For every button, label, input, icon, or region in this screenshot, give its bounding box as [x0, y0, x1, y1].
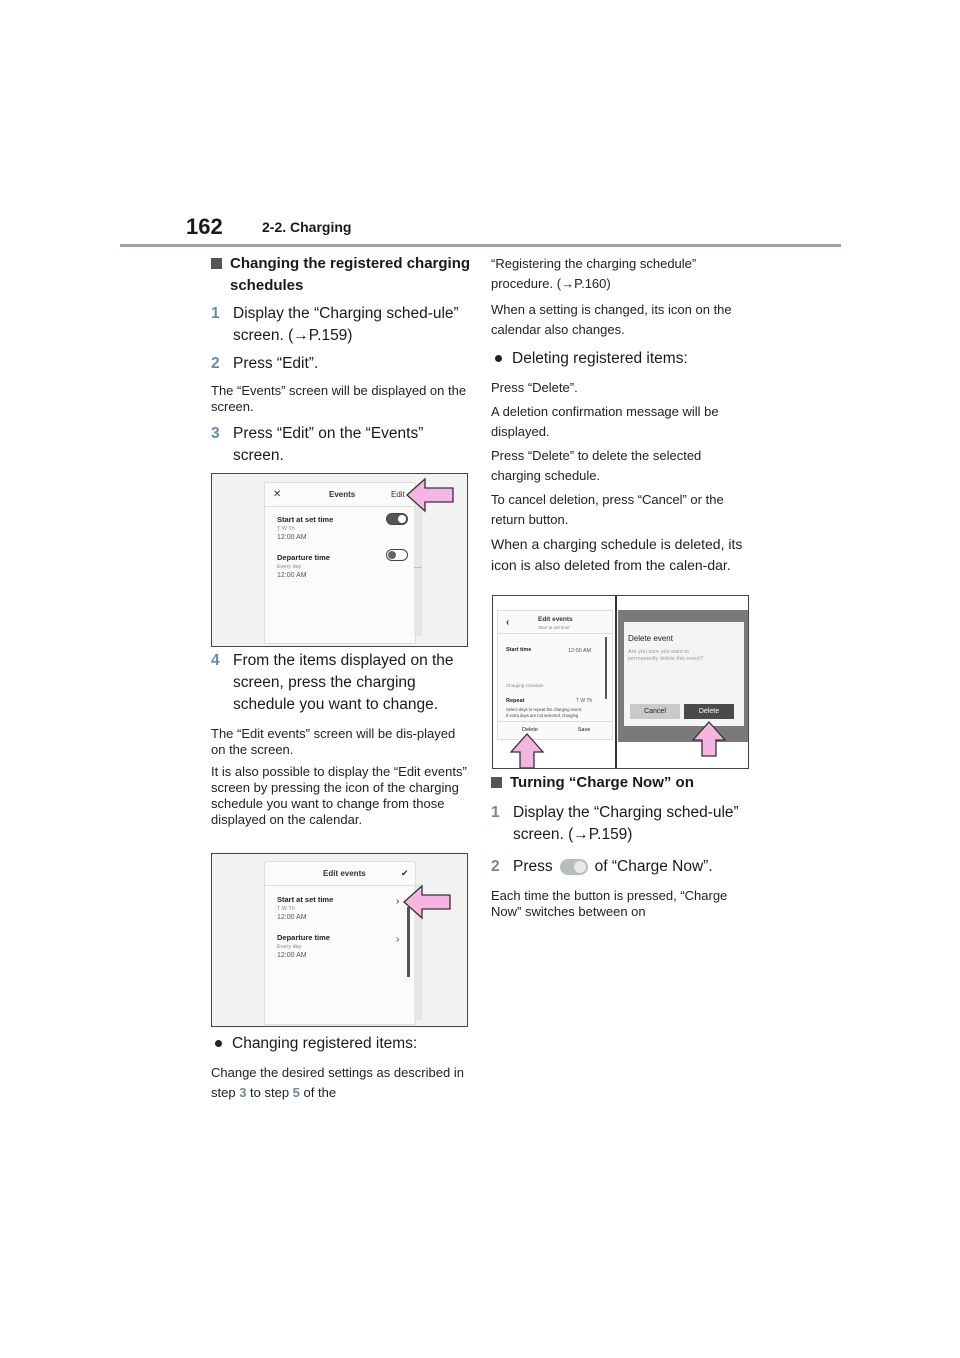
charge-now-toggle-icon	[560, 859, 588, 875]
pointer-arrow-icon	[509, 732, 545, 769]
row2-title: Departure time	[277, 933, 330, 942]
note-events-screen: The “Events” screen will be displayed on the screen.	[211, 383, 467, 414]
bullet-changing-items: Changing registered items:	[211, 1033, 473, 1055]
square-bullet-icon	[491, 777, 502, 788]
start-time-label: Start time	[506, 647, 532, 653]
left-column-bottom	[211, 1033, 473, 1103]
square-bullet-icon	[211, 258, 222, 269]
row1-time: 12:00 AM	[277, 914, 307, 921]
left-column-lower	[211, 650, 473, 828]
note-change-settings: Change the desired settings as described in step 3 to step 5 of the	[211, 1065, 464, 1100]
close-icon[interactable]: ✕	[273, 489, 282, 500]
row2-time: 12:00 AM	[277, 952, 307, 959]
row2-time: 12:00 AM	[277, 572, 307, 579]
events-title: Events	[329, 490, 356, 499]
note-calendar: It is also possible to display the “Edit events” screen by pressing the icon of the charging schedule you want to change from those displayed on the calendar.	[211, 764, 467, 827]
left-column	[211, 253, 471, 467]
edit-events-panel	[497, 610, 613, 740]
chevron-right-icon: ›	[396, 934, 400, 945]
bullet-icon	[495, 355, 502, 362]
p-delete-selected: Press “Delete” to delete the selected charging schedule.	[491, 448, 702, 483]
charge-step-1: 1 Display the “Charging sched-ule” screen. (→P.159)	[491, 804, 739, 843]
step-4: 4 From the items displayed on the screen, press the charging schedule you want to change.	[211, 652, 454, 713]
edit-events-screenshot	[211, 853, 468, 1027]
cont-registering: “Registering the charging schedule” procedure. (→P.160)	[491, 256, 697, 291]
row1-days: T W Th	[277, 906, 295, 912]
row1-toggle[interactable]	[386, 513, 408, 525]
p-press-delete: Press “Delete”.	[491, 380, 578, 395]
heading-charge-now: Turning “Charge Now” on	[491, 772, 753, 794]
confirm-delete-button[interactable]: Delete	[684, 704, 734, 719]
row2-title: Departure time	[277, 553, 330, 562]
dialog-text-1: Are you sure you want to	[628, 649, 689, 655]
cont-setting-changed: When a setting is changed, its icon on the calendar also changes.	[491, 302, 732, 337]
edit-events-title: Edit events	[323, 869, 366, 878]
repeat-hint-1: Select days to repeat the charging event.	[506, 707, 583, 712]
delete-event-screenshot	[492, 595, 749, 769]
row2-days: Every day	[277, 944, 302, 950]
note-charge-now: Each time the button is pressed, “Charge Now” switches between on	[491, 888, 728, 919]
edit-button[interactable]: Edit	[391, 490, 405, 499]
row2-toggle[interactable]	[386, 549, 408, 561]
charging-schedule-label: Charging schedule	[506, 683, 544, 688]
repeat-value[interactable]: T W Th	[576, 698, 593, 704]
p-confirm-message: A deletion confirmation message will be displayed.	[491, 404, 719, 439]
right-column	[491, 254, 753, 576]
charge-step-2: 2 Press of “Charge Now”.	[491, 858, 713, 875]
repeat-hint-2: If extra days are not selected, charging	[506, 713, 579, 718]
edit-events-subtitle: Start at set time	[538, 625, 570, 630]
events-screenshot	[211, 473, 468, 647]
right-column-lower	[491, 772, 753, 920]
screen-divider	[615, 596, 617, 769]
events-panel	[264, 482, 416, 644]
pointer-arrow-icon	[691, 720, 727, 758]
pointer-arrow-icon	[402, 884, 454, 920]
start-time-value[interactable]: 12:00 AM	[568, 648, 592, 654]
header-rule	[120, 244, 841, 247]
note-edit-events: The “Edit events” screen will be dis-played on the screen.	[211, 726, 456, 757]
p-icon-deleted: When a charging schedule is deleted, its icon is also deleted from the calen-dar.	[491, 536, 743, 573]
row1-time: 12:00 AM	[277, 534, 307, 541]
step-1: 1 Display the “Charging sched-ule” screen. (→P.159)	[211, 305, 459, 344]
step-2: 2 Press “Edit”.	[211, 355, 319, 372]
back-icon[interactable]: ‹	[506, 617, 510, 628]
row1-title: Start at set time	[277, 515, 334, 524]
section-title: 2-2. Charging	[262, 219, 352, 235]
repeat-label: Repeat	[506, 698, 525, 704]
row1-title: Start at set time	[277, 895, 334, 904]
step-3: 3 Press “Edit” on the “Events” screen.	[211, 425, 424, 464]
page-number: 162	[186, 214, 223, 239]
bullet-icon	[215, 1040, 222, 1047]
bullet-deleting-items: Deleting registered items:	[491, 348, 753, 370]
save-button[interactable]: Save	[577, 727, 591, 733]
cancel-button[interactable]: Cancel	[630, 704, 680, 719]
heading-changing: Changing the registered charging schedules	[211, 253, 471, 297]
row1-days: T W Th	[277, 526, 295, 532]
scrollbar[interactable]	[605, 637, 607, 699]
row2-days: Every day	[277, 564, 302, 570]
scroll-track	[414, 506, 422, 636]
p-cancel-deletion: To cancel deletion, press “Cancel” or the return button.	[491, 492, 724, 527]
edit-events-panel	[264, 861, 416, 1025]
pointer-arrow-icon	[405, 477, 457, 513]
check-icon[interactable]: ✔	[401, 868, 409, 878]
dialog-title: Delete event	[628, 634, 673, 643]
delete-button[interactable]: Delete	[522, 727, 538, 733]
dialog-text-2: permanently delete this event?	[628, 656, 703, 662]
chevron-right-icon: ›	[396, 896, 400, 907]
delete-dialog	[624, 622, 744, 726]
dim-overlay	[618, 610, 749, 742]
edit-events-title: Edit events	[538, 616, 573, 623]
